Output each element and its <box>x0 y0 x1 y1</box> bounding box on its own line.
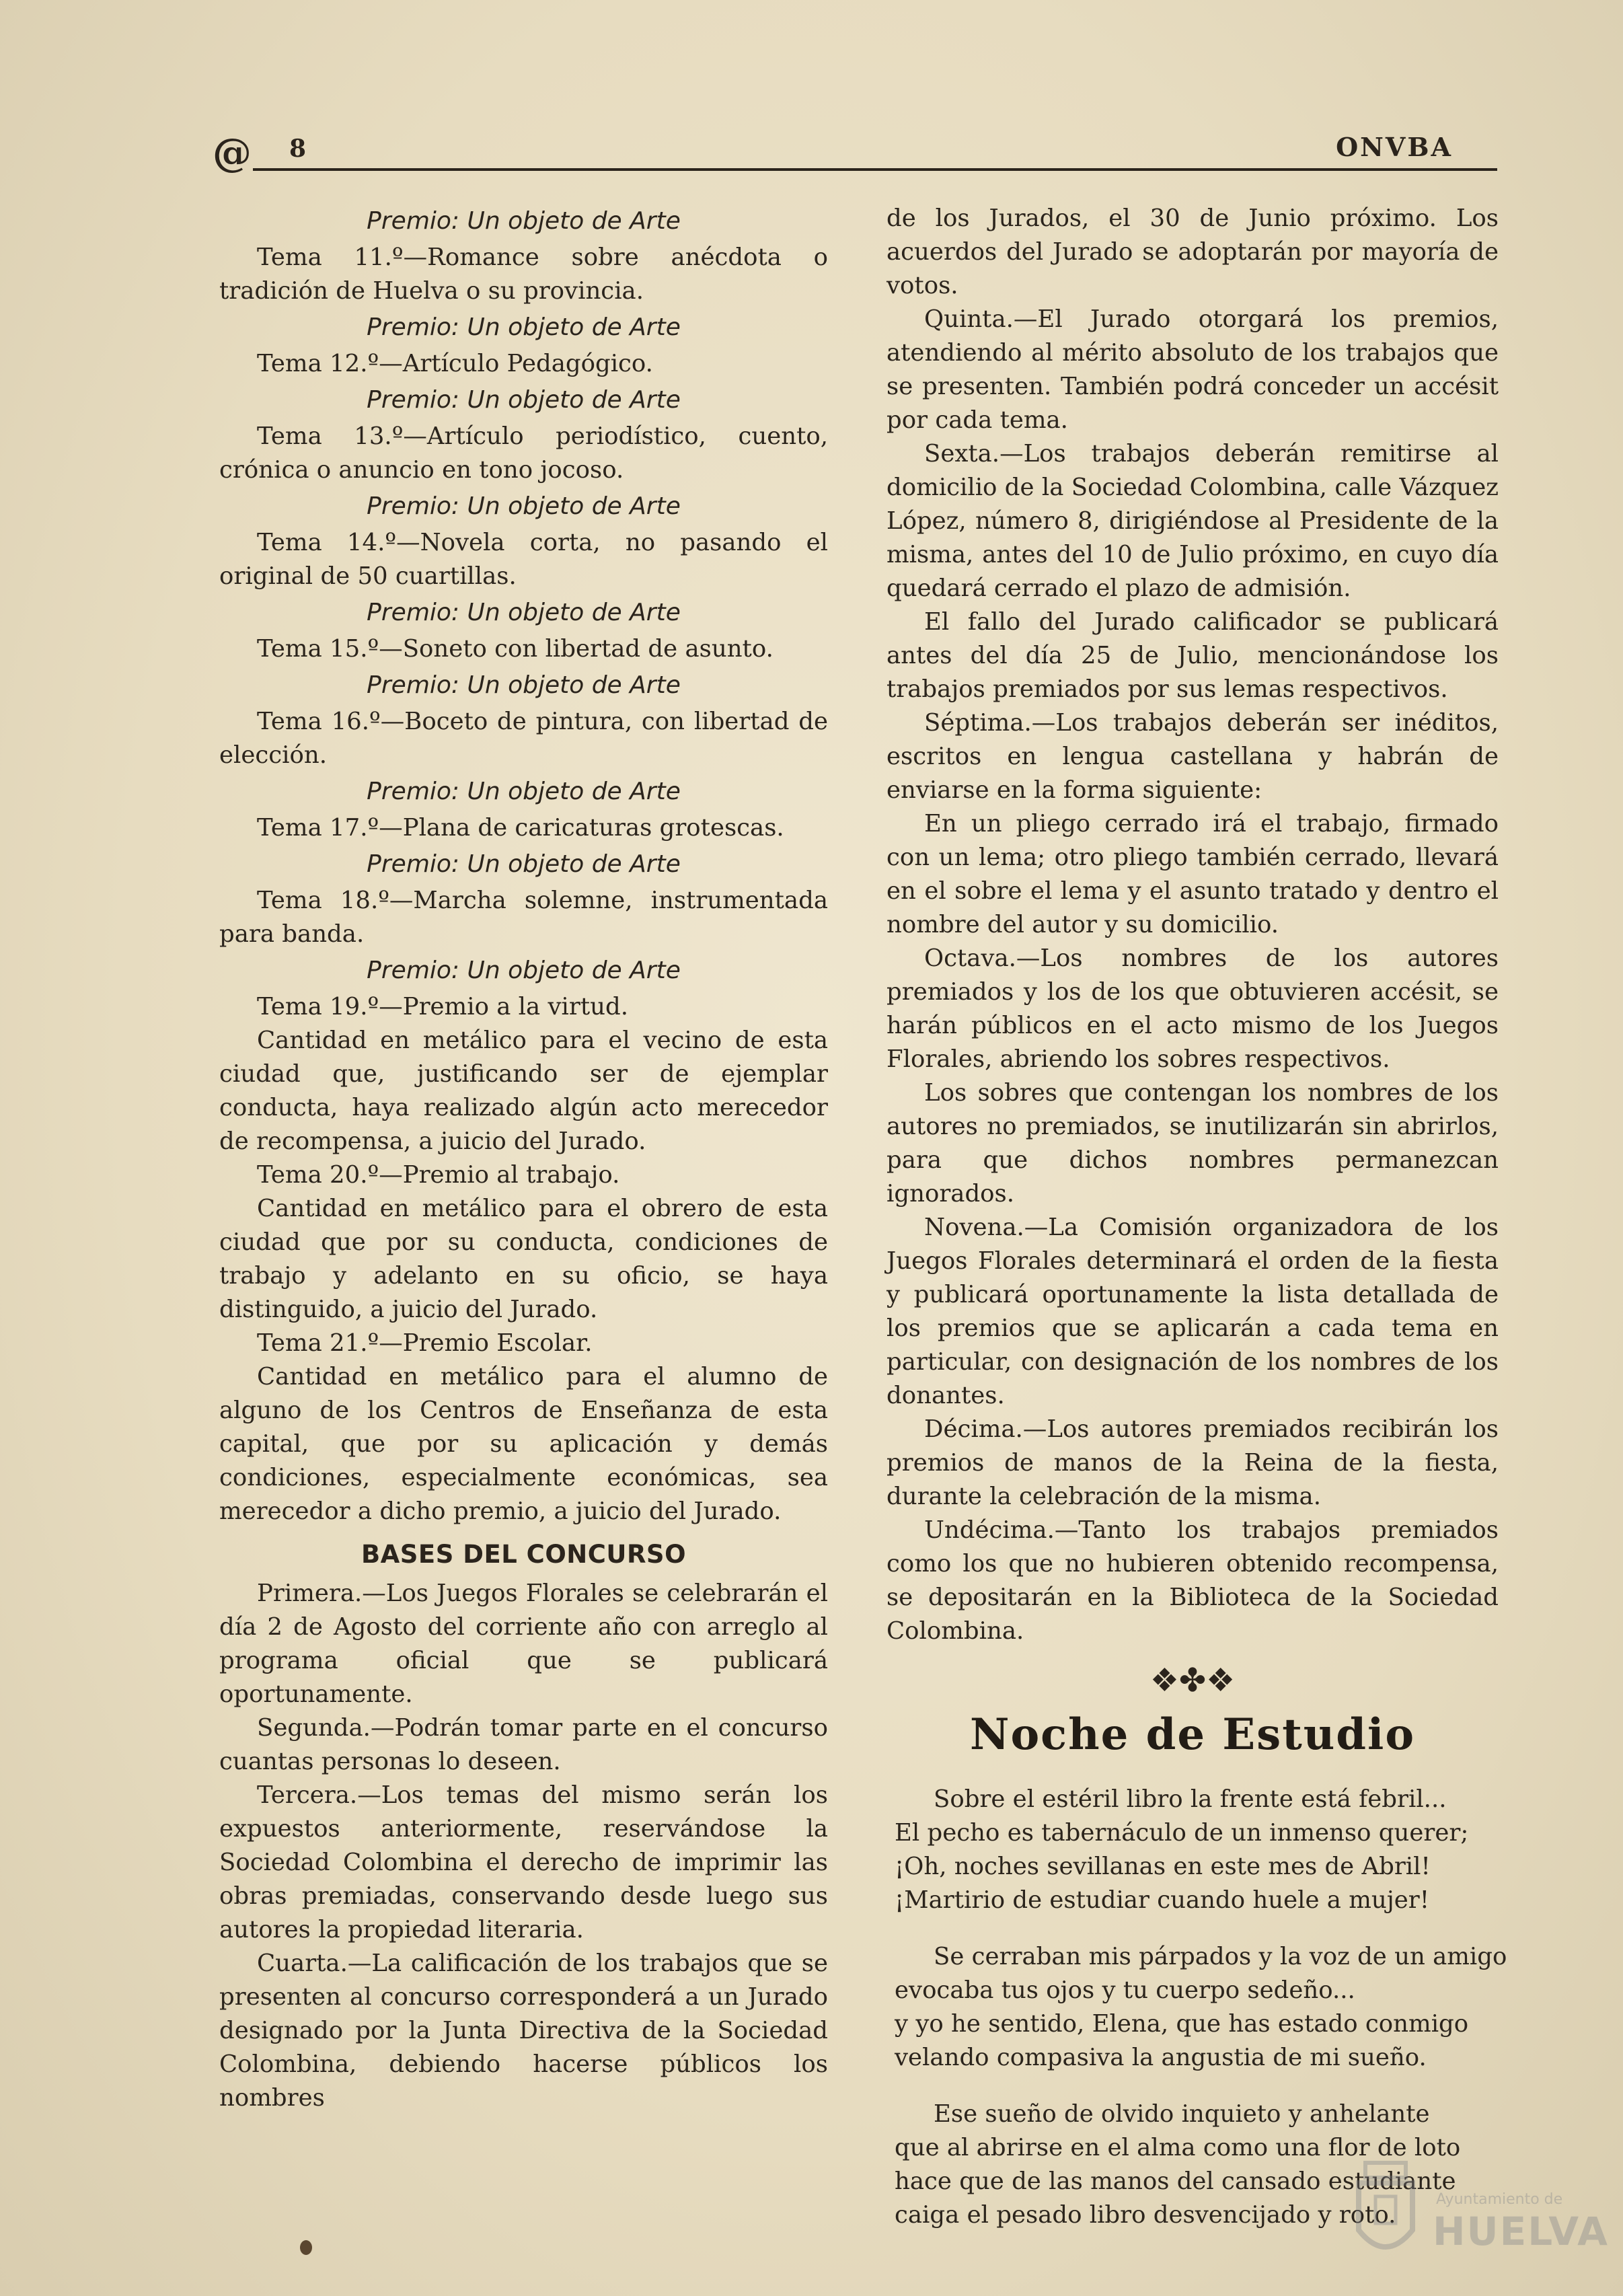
poem-line: ¡Oh, noches sevillanas en este mes de Abril! <box>895 1853 1431 1880</box>
watermark-caption: Ayuntamiento de <box>1436 2191 1563 2208</box>
poem-line: caiga el pesado libro desvencijado y roto. <box>895 2201 1396 2229</box>
poem-line: y yo he sentido, Elena, que has estado conmigo <box>895 2010 1469 2038</box>
paragraph: Octava.—Los nombres de los autores premiados y los de los que obtuvieren accésit, se harán públicos en el acto mismo de los Juegos Florales, abriendo los sobres respectivos. <box>886 945 1499 1073</box>
publication-title: ONVBA <box>1336 132 1453 162</box>
prize-line: Premio: Un objeto de Arte <box>367 207 681 235</box>
prize-line: Premio: Un objeto de Arte <box>367 957 681 984</box>
paragraph: Décima.—Los autores premiados recibirán los premios de manos de la Reina de la fiesta, durante la celebración de la misma. <box>886 1415 1499 1510</box>
poem-line: ¡Martirio de estudiar cuando huele a mujer! <box>895 1886 1429 1914</box>
ink-blot <box>300 2240 312 2255</box>
page-number: 8 <box>289 135 307 163</box>
prize-line: Premio: Un objeto de Arte <box>367 599 681 626</box>
paragraph: Tema 11.º—Romance sobre anécdota o tradición de Huelva o su provincia. <box>219 244 828 305</box>
prize-line: Premio: Un objeto de Arte <box>367 671 681 699</box>
watermark-name: HUELVA <box>1433 2209 1610 2254</box>
paragraph: Quinta.—El Jurado otorgará los premios, atendiendo al mérito absoluto de los trabajos que se presenten. También podrá conceder un accésit por cada tema. <box>886 305 1499 434</box>
poem-stanza <box>886 1940 1507 2075</box>
poem-line: Se cerraban mis párpados y la voz de un amigo <box>934 1943 1507 1970</box>
poem-line: hace que de las manos del cansado estudiante <box>895 2168 1456 2195</box>
prize-line: Premio: Un objeto de Arte <box>367 778 681 805</box>
paragraph: En un pliego cerrado irá el trabajo, firmado con un lema; otro pliego también cerrado, llevará en el sobre el lema y el asunto tratado y dentro el nombre del autor y su domicilio. <box>886 810 1499 938</box>
paragraph: Tema 21.º—Premio Escolar. <box>257 1329 593 1357</box>
paragraph: Segunda.—Podrán tomar parte en el concurso cuantas personas lo deseen. <box>219 1714 828 1775</box>
paragraph: Tema 15.º—Soneto con libertad de asunto. <box>257 635 773 663</box>
paragraph: Undécima.—Tanto los trabajos premiados como los que no hubieren obtenido recompensa, se depositarán en la Biblioteca de la Sociedad Colombina. <box>886 1516 1499 1645</box>
paragraph: Cantidad en metálico para el alumno de alguno de los Centros de Enseñanza de esta capital, que por su aplicación y demás condiciones, especialmente económicas, sea merecedor a dicho premio, a juicio del Jurado. <box>219 1363 828 1525</box>
paragraph: Primera.—Los Juegos Florales se celebrarán el día 2 de Agosto del corriente año con arreglo al programa oficial que se publicará oportunamente. <box>219 1580 828 1708</box>
poem-line: evocaba tus ojos y tu cuerpo sedeño... <box>895 1976 1355 2004</box>
paragraph: Tema 18.º—Marcha solemne, instrumentada para banda. <box>219 887 828 948</box>
paragraph: Tema 13.º—Artículo periodístico, cuento, crónica o anuncio en tono jocoso. <box>219 422 828 484</box>
paragraph: Tema 12.º—Artículo Pedagógico. <box>257 350 653 377</box>
paragraph: Los sobres que contengan los nombres de los autores no premiados, se inutilizarán sin abrirlos, para que dichos nombres permanezcan ignorados. <box>886 1079 1499 1208</box>
ornament-divider-icon: ❖✤❖ <box>1149 1662 1236 1699</box>
paragraph: Tema 14.º—Novela corta, no pasando el original de 50 cuartillas. <box>219 529 828 590</box>
city-crest-icon <box>1345 2156 1426 2270</box>
header-rule <box>253 168 1497 171</box>
prize-line: Premio: Un objeto de Arte <box>367 386 681 414</box>
prize-line: Premio: Un objeto de Arte <box>367 313 681 341</box>
prize-line: Premio: Un objeto de Arte <box>367 850 681 878</box>
paragraph: Tema 19.º—Premio a la virtud. <box>257 993 629 1021</box>
paragraph: Cantidad en metálico para el vecino de esta ciudad que, justificando ser de ejemplar conducta, haya realizado algún acto merecedor de recompensa, a juicio del Jurado. <box>219 1027 828 1155</box>
page-header <box>213 128 1497 175</box>
paragraph: Tercera.—Los temas del mismo serán los expuestos anteriormente, reservándose la Sociedad Colombina el derecho de imprimir las obras premiadas, conservando desde luego sus autores la propiedad literaria. <box>219 1781 828 1943</box>
contest-bases-continued <box>886 202 1499 1648</box>
poem-line: velando compasiva la angustia de mi sueño. <box>895 2044 1427 2071</box>
poem-line: Ese sueño de olvido inquieto y anhelante <box>934 2100 1430 2128</box>
poem-line: Sobre el estéril libro la frente está febril... <box>934 1785 1447 1813</box>
paragraph: Tema 20.º—Premio al trabajo. <box>257 1161 620 1189</box>
poem-stanza <box>886 1783 1499 1917</box>
paragraph: de los Jurados, el 30 de Junio próximo. Los acuerdos del Jurado se adoptarán por mayoría de votos. <box>886 205 1499 299</box>
paragraph: Tema 16.º—Boceto de pintura, con libertad de elección. <box>219 708 828 769</box>
prize-line: Premio: Un objeto de Arte <box>367 492 681 520</box>
poem-line: El pecho es tabernáculo de un inmenso querer; <box>895 1819 1469 1847</box>
paragraph: Cantidad en metálico para el obrero de esta ciudad que por su conducta, condiciones de trabajo y adelanto en su oficio, se haya distinguido, a juicio del Jurado. <box>219 1195 828 1323</box>
paragraph: El fallo del Jurado calificador se publicará antes del día 25 de Julio, mencionándose los trabajos premiados por sus lemas respectivos. <box>886 608 1499 703</box>
paragraph: Novena.—La Comisión organizadora de los Juegos Florales determinará el orden de la fiesta y publicará oportunamente la lista detallada de los premios que se aplicarán a cada tema en particular, con designación de los nombres de los donantes. <box>886 1214 1499 1409</box>
left-column <box>219 202 828 2115</box>
paragraph: Cuarta.—La calificación de los trabajos que se presenten al concurso corresponderá a un Jurado designado por la Junta Directiva de la Sociedad Colombina, debiendo hacerse públicos los nombres <box>219 1950 828 2112</box>
poem-title: Noche de Estudio <box>969 1709 1416 1760</box>
section-heading: BASES DEL CONCURSO <box>361 1540 687 1569</box>
spiral-ornament-icon: @ <box>213 130 252 176</box>
paragraph: Sexta.—Los trabajos deberán remitirse al domicilio de la Sociedad Colombina, calle Vázquez López, número 8, dirigiéndose al Presidente de la misma, antes del 10 de Julio próximo, en cuyo día quedará cerrado el plazo de admisión. <box>886 440 1499 602</box>
paragraph: Séptima.—Los trabajos deberán ser inéditos, escritos en lengua castellana y habrán de enviarse en la forma siguiente: <box>886 709 1499 804</box>
paragraph: Tema 17.º—Plana de caricaturas grotescas. <box>257 814 784 842</box>
archive-watermark <box>1345 2156 1610 2277</box>
poem-line: que al abrirse en el alma como una flor de loto <box>895 2134 1461 2161</box>
